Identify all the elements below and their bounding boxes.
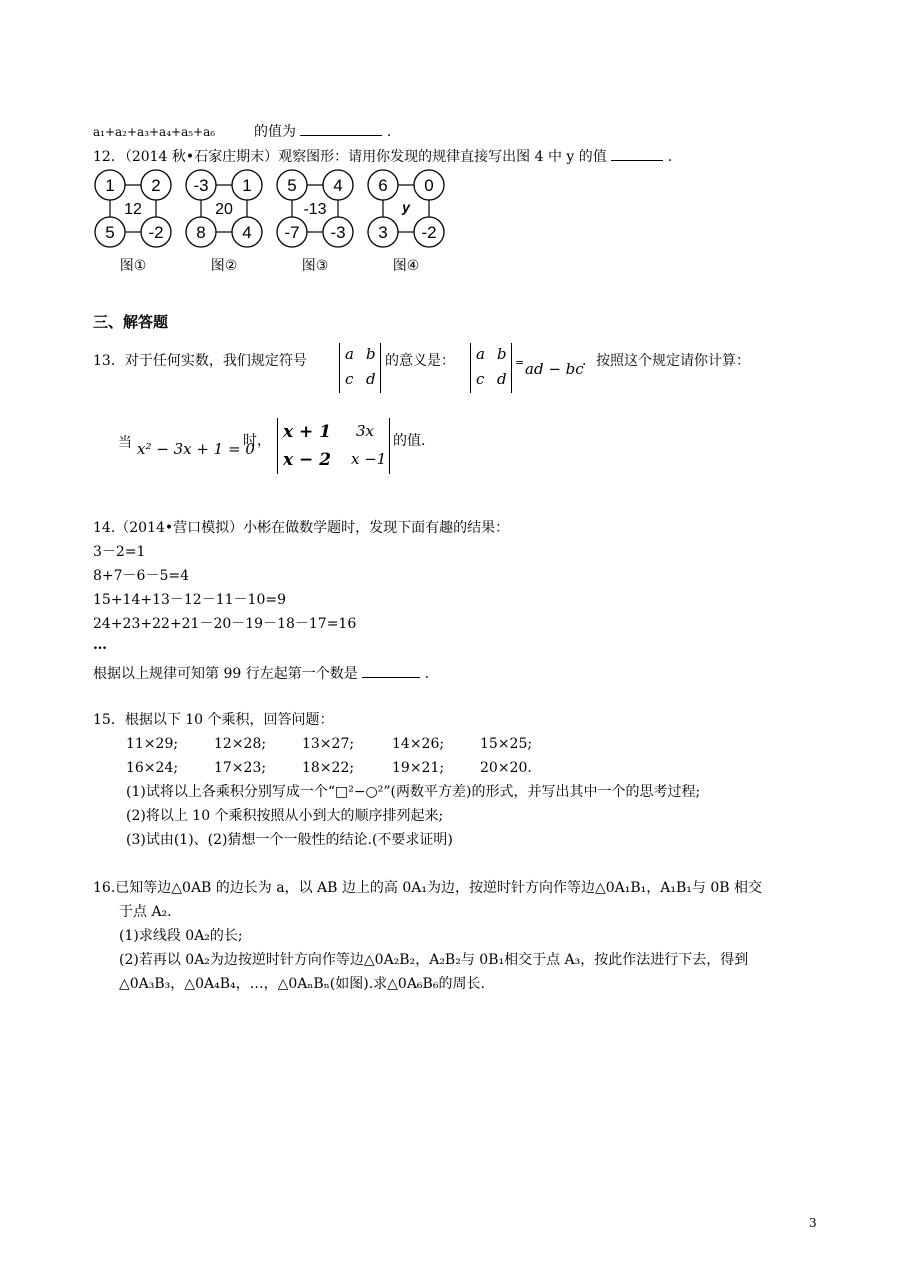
q13-determinant-definition bbox=[470, 343, 512, 393]
q16-part2b: △0A₃B₃，△0A₄B₄，…，△0AₙBₙ(如图).求△0A₆B₆的周长. bbox=[119, 976, 485, 992]
circle-value-tr: 0 bbox=[424, 176, 434, 195]
q13-intro: 13．对于任何实数，我们规定符号 bbox=[93, 353, 307, 369]
det1-d: d bbox=[366, 370, 376, 388]
q14-line-3: 15+14+13－12－11－10=9 bbox=[93, 592, 286, 608]
det1-c: c bbox=[345, 370, 354, 388]
circle-value-tl: 6 bbox=[378, 176, 388, 195]
q13-determinant-symbol bbox=[339, 343, 381, 393]
q15-row1-5: 15×25; bbox=[480, 736, 533, 752]
q15-row2-3: 18×22; bbox=[302, 760, 355, 776]
circle-value-tr: 1 bbox=[242, 176, 252, 195]
q12-answer-blank[interactable] bbox=[611, 146, 663, 161]
det2-d: d bbox=[497, 370, 507, 388]
circle-value-bl: 8 bbox=[196, 223, 206, 242]
q12-text: 12．（2014 秋•石家庄期末）观察图形：请用你发现的规律直接写出图 4 中 y 的值 bbox=[93, 149, 607, 165]
q16-part1: (1)求线段 0A₂的长; bbox=[119, 928, 243, 944]
q14-line-4: 24+23+22+21－20－19－18－17=16 bbox=[93, 616, 357, 632]
circle-value-tl: -3 bbox=[193, 176, 209, 195]
figure-1 bbox=[95, 170, 171, 274]
circle-value-bl: 5 bbox=[105, 223, 115, 242]
figure-label: 图① bbox=[119, 258, 147, 274]
center-value: 20 bbox=[215, 201, 233, 218]
q12-figures bbox=[88, 166, 468, 276]
page-number: 3 bbox=[809, 1216, 817, 1230]
circle-value-tl: 5 bbox=[287, 176, 297, 195]
q15-row2-1: 16×24; bbox=[126, 760, 179, 776]
q16-line2: 于点 A₂. bbox=[119, 904, 172, 920]
q13-when: 当 bbox=[118, 435, 132, 451]
q15-part2: (2)将以上 10 个乘积按照从小到大的顺序排列起来; bbox=[126, 808, 444, 824]
q12-end: . bbox=[667, 149, 673, 165]
det1-b: b bbox=[366, 345, 376, 363]
q14-question-text: 根据以上规律可知第 99 行左起第一个数是 bbox=[93, 666, 358, 682]
circle-value-tr: 2 bbox=[151, 176, 161, 195]
q13-rhs: ad − bc bbox=[525, 360, 584, 378]
det2-c: c bbox=[476, 370, 485, 388]
q14-question bbox=[93, 663, 429, 683]
q13-condition: x² − 3x + 1 = 0 bbox=[137, 440, 255, 458]
circle-value-tl: 1 bbox=[105, 176, 115, 195]
center-value: 12 bbox=[124, 201, 142, 218]
q12-question bbox=[93, 146, 672, 166]
q15-row2-5: 20×20. bbox=[480, 760, 532, 776]
q13-outro: ．按照这个规定请你计算： bbox=[582, 353, 750, 369]
figure-4 bbox=[368, 170, 444, 274]
q15-row1-3: 13×27; bbox=[302, 736, 355, 752]
q14-ellipsis: … bbox=[93, 637, 107, 653]
q14-end: . bbox=[424, 666, 430, 682]
center-value: y bbox=[402, 199, 410, 215]
det3-a: x + 1 bbox=[283, 422, 332, 442]
q11-line bbox=[93, 121, 391, 141]
q15-part3: (3)试由(1)、(2)猜想一个一般性的结论.(不要求证明) bbox=[126, 832, 453, 848]
det2-b: b bbox=[497, 345, 507, 363]
circle-value-br: -2 bbox=[148, 223, 164, 242]
center-value: -13 bbox=[303, 201, 327, 218]
q15-row2-4: 19×21; bbox=[392, 760, 445, 776]
q14-line-2: 8+7－6－5=4 bbox=[93, 568, 189, 584]
q11-end: . bbox=[386, 124, 392, 140]
circle-value-br: 4 bbox=[242, 223, 252, 242]
figure-label: 图② bbox=[210, 258, 238, 274]
q14-line-1: 3－2=1 bbox=[93, 544, 146, 560]
circle-value-tr: 4 bbox=[333, 176, 343, 195]
section-heading: 三、解答题 bbox=[93, 313, 169, 331]
circle-value-br: -2 bbox=[421, 223, 437, 242]
q14-title: 14.（2014•营口模拟）小彬在做数学题时，发现下面有趣的结果： bbox=[93, 520, 510, 536]
figure-label: 图③ bbox=[301, 258, 329, 274]
figure-3 bbox=[277, 170, 353, 274]
q15-row1-2: 12×28; bbox=[214, 736, 267, 752]
q15-part1: (1)试将以上各乘积分别写成一个“□²−○²”(两数平方差)的形式，并写出其中一个的思考过程; bbox=[126, 784, 701, 800]
det1-a: a bbox=[345, 345, 354, 363]
q15-row2-2: 17×23; bbox=[214, 760, 267, 776]
det2-a: a bbox=[476, 345, 485, 363]
q15-row1-4: 14×26; bbox=[392, 736, 445, 752]
circle-value-bl: 3 bbox=[378, 223, 388, 242]
q16-line1: 16.已知等边△0AB 的边长为 a，以 AB 边上的高 0A₁为边，按逆时针方向作等边△0A₁B₁，A₁B₁与 0B 相交 bbox=[93, 880, 762, 896]
det3-b: 3x bbox=[356, 422, 375, 440]
q13-mid: 的意义是： bbox=[385, 353, 455, 369]
q11-answer-blank[interactable] bbox=[300, 121, 382, 136]
q11-text: 的值为 bbox=[253, 124, 296, 140]
q15-row1-1: 11×29; bbox=[126, 736, 179, 752]
q13-equals: = bbox=[515, 356, 525, 369]
circle-value-bl: -7 bbox=[284, 223, 300, 242]
figure-2 bbox=[186, 170, 262, 274]
q13-shi: 时， bbox=[243, 433, 271, 449]
det3-c: x − 2 bbox=[283, 450, 332, 470]
det3-d: x −1 bbox=[351, 450, 387, 468]
q11-expression: a₁+a₂+a₃+a₄+a₅+a₆ bbox=[93, 125, 216, 139]
q13-determinant-compute bbox=[277, 418, 390, 474]
q13-tail: 的值. bbox=[393, 433, 426, 449]
q16-part2a: (2)若再以 0A₂为边按逆时针方向作等边△0A₂B₂，A₂B₂与 0B₁相交于点 A₃，按此作法进行下去，得到 bbox=[119, 952, 749, 968]
figure-label: 图④ bbox=[392, 258, 420, 274]
circle-value-br: -3 bbox=[330, 223, 346, 242]
q15-title: 15．根据以下 10 个乘积，回答问题： bbox=[93, 712, 334, 728]
q14-answer-blank[interactable] bbox=[362, 663, 420, 678]
